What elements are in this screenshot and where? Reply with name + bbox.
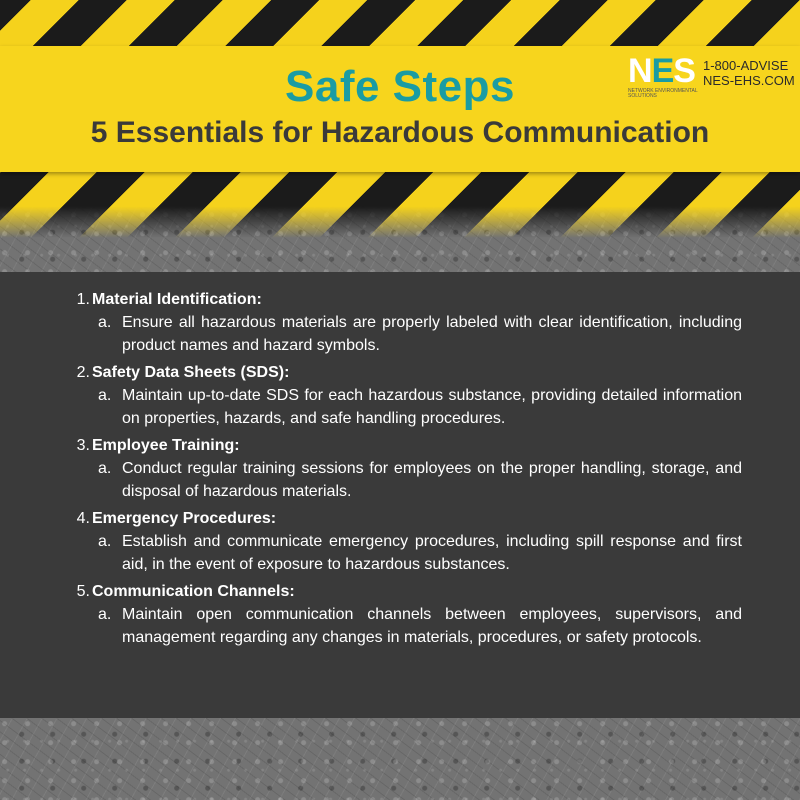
list-item [58, 361, 742, 430]
page-title: Safe Steps [285, 62, 515, 111]
hazard-stripes-top [0, 0, 800, 48]
item-number: 4. [76, 510, 90, 527]
sub-item-text: Establish and communicate emergency procedures, including spill response and first aid, in the event of exposure to hazardous substances. [122, 533, 742, 573]
hazard-stripes-middle [0, 168, 800, 238]
nes-logo [628, 54, 708, 98]
concrete-texture-bottom [0, 718, 800, 800]
essentials-list [58, 288, 742, 653]
sub-item-letter: a. [98, 387, 112, 404]
sub-item-text: Conduct regular training sessions for employees on the proper handling, storage, and disposal of hazardous materials. [122, 460, 742, 500]
logo-letter-s: S [673, 52, 695, 90]
logo-letter-n: N [628, 52, 652, 90]
sub-item-text: Maintain open communication channels between employees, supervisors, and management regarding any changes in materials, procedures, or safety protocols. [122, 606, 742, 646]
page-subtitle: 5 Essentials for Hazardous Communication [90, 116, 710, 149]
list-item [58, 507, 742, 576]
item-number: 5. [76, 583, 90, 600]
sub-item-text: Maintain up-to-date SDS for each hazardous substance, providing detailed information on properties, hazards, and safe handling procedures. [122, 387, 742, 427]
list-item [58, 580, 742, 649]
list-item [58, 434, 742, 503]
list-item [58, 288, 742, 357]
sub-item-text: Ensure all hazardous materials are properly labeled with clear identification, including product names and hazard symbols. [122, 314, 742, 354]
item-number: 1. [76, 291, 90, 308]
item-number: 3. [76, 437, 90, 454]
item-title: Emergency Procedures: [92, 510, 277, 527]
sub-item-letter: a. [98, 314, 112, 331]
sub-item-letter: a. [98, 533, 112, 550]
sub-item-letter: a. [98, 606, 112, 623]
item-number: 2. [76, 364, 90, 381]
item-title: Material Identification: [92, 291, 262, 308]
item-title: Employee Training: [92, 437, 240, 454]
logo-tagline: NETWORK ENVIRONMENTAL SOLUTIONS [628, 88, 698, 99]
website: NES-EHS.COM [703, 73, 795, 88]
item-title: Communication Channels: [92, 583, 295, 600]
sub-item-letter: a. [98, 460, 112, 477]
phone-number: 1-800-ADVISE [703, 58, 789, 73]
item-title: Safety Data Sheets (SDS): [92, 364, 290, 381]
logo-letters [628, 54, 708, 88]
contact-info [703, 58, 795, 88]
logo-letter-e: E [651, 52, 674, 90]
